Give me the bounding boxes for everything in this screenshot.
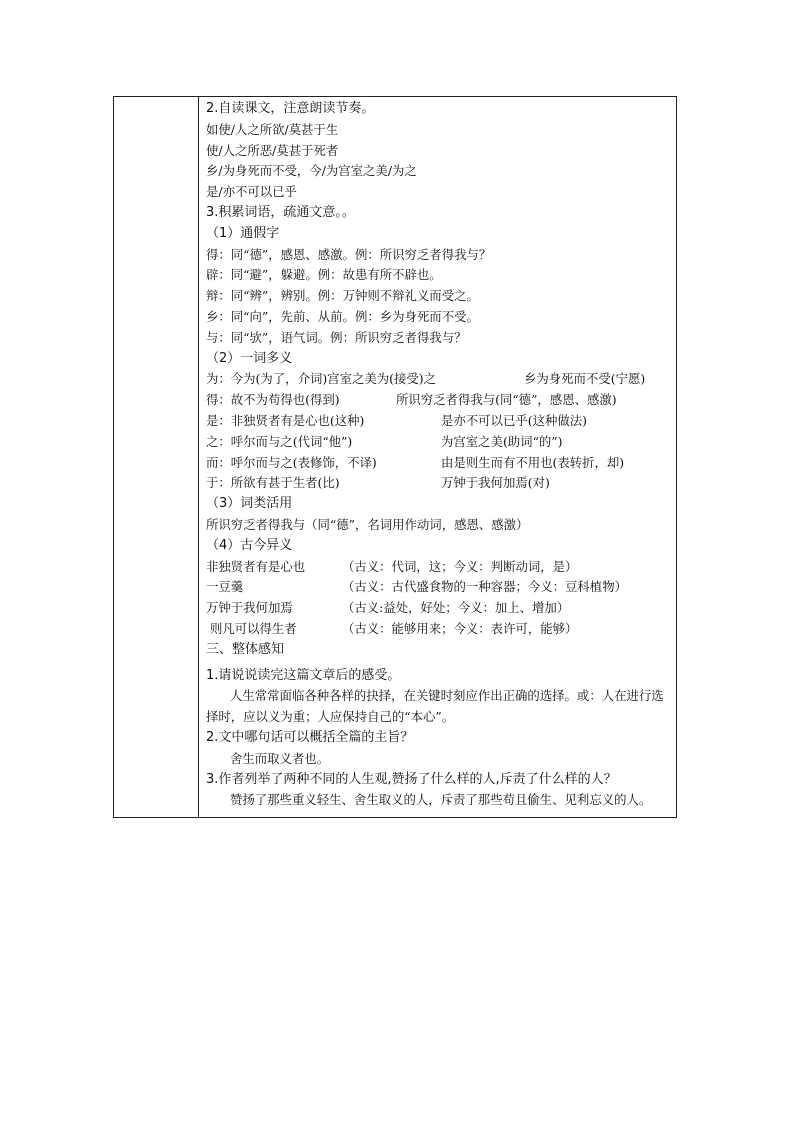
- gujin-row: [206, 557, 674, 578]
- cilei-line: 所识穷乏者得我与（同“德”，名词用作动词，感恩、感激）: [206, 516, 529, 532]
- gujin-word: 非独贤者有是心也: [206, 558, 306, 574]
- cilei-heading: （3）词类活用: [206, 496, 293, 512]
- vocab-heading: 3.积累词语，疏通文意。。: [206, 204, 355, 220]
- duoyi-left: 之：呼尔而与之(代词“他”): [206, 433, 353, 449]
- answer-3: 赞扬了那些重义轻生、舍生取义的人，斥责了那些苟且偷生、见利忘义的人。: [230, 792, 652, 808]
- gujin-row: [206, 619, 674, 640]
- gujin-meaning: （古义：代词，这；今义：判断动词，是）: [342, 558, 578, 574]
- duoyi-right: 万钟于我何加焉(对): [441, 475, 550, 491]
- gujin-row: [206, 577, 674, 598]
- gujin-word: 一豆羹: [206, 579, 244, 595]
- question-3: 3.作者列举了两种不同的人生观,赞扬了什么样的人,斥责了什么样的人？: [206, 771, 617, 787]
- tongjia-heading: （1）通假字: [206, 225, 280, 241]
- tongjia-line: 乡：同“向”，先前、从前。例：乡为身死而不受。: [206, 308, 479, 324]
- reading-line: 如使/人之所欲/莫甚于生: [206, 121, 339, 137]
- duoyi-right: 是亦不可以已乎(这种做法): [441, 412, 587, 428]
- reading-heading: 2.自读课文，注意朗读节奏。: [206, 101, 375, 116]
- tongjia-line: 辩：同“辨”，辨别。例：万钟则不辩礼义而受之。: [206, 288, 479, 304]
- tongjia-line: 辟：同“避”，躲避。例：故患有所不辟也。: [206, 267, 442, 283]
- reading-line: 乡/为身死而不受，今/为宫室之美/为之: [206, 163, 417, 179]
- duoyi-row: [206, 453, 674, 474]
- duoyi-row: [206, 473, 674, 494]
- gujin-meaning: （古义：能够用来；今义：表许可，能够）: [342, 620, 578, 636]
- table-content-cell: [206, 99, 674, 811]
- tongjia-line: 得：同“德”，感恩、感激。例：所识穷乏者得我与？: [206, 246, 492, 262]
- duoyi-row: [206, 369, 674, 390]
- question-2: 2.文中哪句话可以概括全篇的主旨？: [206, 729, 414, 745]
- duoyi-right: 为宫室之美(助词“的”): [441, 433, 563, 449]
- duoyi-heading: （2）一词多义: [206, 350, 293, 366]
- answer-1: 人生常常面临各种各样的抉择，在关键时刻应作出正确的选择。或：人在进行选择时，应以义为重；人应保持自己的“本心”。: [206, 688, 664, 725]
- duoyi-left: 而：呼尔而与之(表修饰，不译): [206, 454, 377, 470]
- duoyi-left: 为：今为(为了，介词)宫室之美为(接受)之: [206, 371, 436, 387]
- tongjia-line: 与：同“欤”，语气词。例：所识穷乏者得我与？: [206, 329, 467, 345]
- gujin-meaning: （古义：古代盛食物的一种容器；今义：豆科植物）: [342, 579, 627, 595]
- duoyi-right: 乡为身死而不受(宁愿): [524, 371, 646, 387]
- duoyi-right: 由是则生而有不用也(表转折，却): [441, 454, 625, 470]
- duoyi-row: [206, 432, 674, 453]
- table-left-cell: [114, 97, 199, 817]
- duoyi-row: [206, 411, 674, 432]
- gujin-meaning: （古义:益处，好处；今义：加上、增加）: [342, 600, 570, 616]
- gujin-word: 万钟于我何加焉: [206, 600, 293, 616]
- lesson-table: [113, 96, 677, 818]
- duoyi-right: 所识穷乏者得我与(同“德”，感恩、感激): [396, 392, 617, 408]
- duoyi-left: 于：所欲有甚于生者(比): [206, 475, 340, 491]
- reading-line: 是/亦不可以已乎: [206, 184, 297, 200]
- overall-heading: 三、整体感知: [206, 641, 285, 657]
- question-1: 1.请说说读完这篇文章后的感受。: [206, 667, 401, 683]
- gujin-word: 则凡可以得生者: [206, 620, 297, 636]
- duoyi-row: [206, 390, 674, 411]
- duoyi-left: 得：故不为苟得也(得到): [206, 392, 340, 408]
- gujin-heading: （4）古今异义: [206, 537, 293, 553]
- gujin-row: [206, 598, 674, 619]
- answer-2: 舍生而取义者也。: [230, 750, 330, 766]
- duoyi-left: 是：非独贤者有是心也(这种): [206, 412, 365, 428]
- reading-line: 使/人之所恶/莫甚于死者: [206, 142, 339, 158]
